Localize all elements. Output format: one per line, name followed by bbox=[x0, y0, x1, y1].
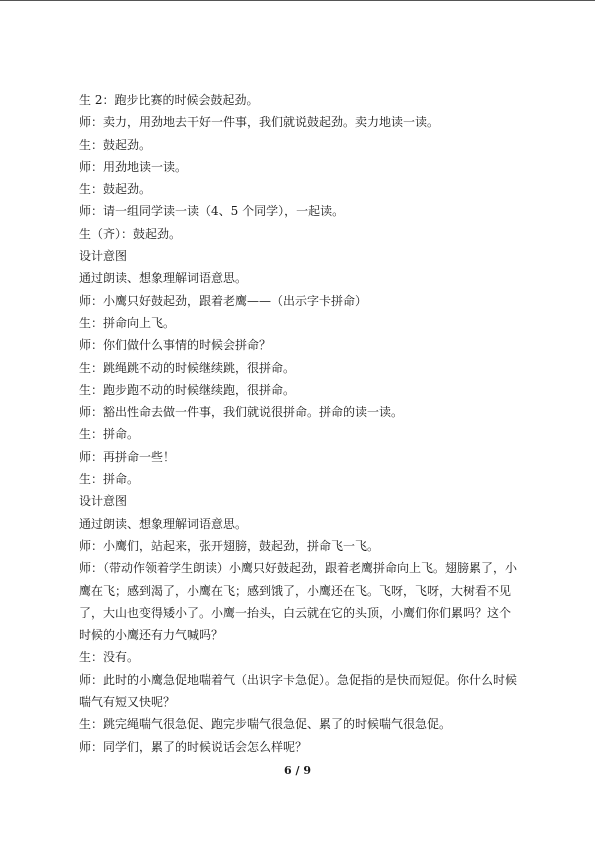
paragraph: 生（齐）：鼓起劲。 bbox=[79, 226, 182, 241]
paragraph: 师：小鹰们，站起来，张开翅膀，鼓起劲，拼命飞一飞。 bbox=[79, 538, 380, 553]
paragraph: 生：没有。 bbox=[79, 650, 140, 665]
paragraph: 师：你们做什么事情的时候会拼命？ bbox=[79, 338, 272, 353]
paragraph: 师：请一组同学读一读（4、5 个同学），一起读。 bbox=[79, 204, 345, 219]
paragraph: 师：豁出性命去做一件事，我们就说很拼命。拼命的读一读。 bbox=[79, 405, 404, 420]
paragraph: 通过朗读、想象理解词语意思。 bbox=[79, 516, 248, 531]
paragraph: 生：跑步跑不动的时候继续跑，很拼命。 bbox=[79, 382, 296, 397]
paragraph: 生：鼓起劲。 bbox=[79, 137, 152, 152]
paragraph: 师：卖力，用劲地去干好一件事，我们就说鼓起劲。卖力地读一读。 bbox=[79, 115, 440, 130]
paragraph: 师：同学们，累了的时候说话会怎么样呢？ bbox=[79, 739, 308, 754]
paragraph: 师：小鹰只好鼓起劲，跟着老鹰——（出示字卡拼命） bbox=[79, 293, 368, 308]
section-heading: 设计意图 bbox=[79, 249, 128, 264]
paragraph: 生：跳完绳喘气很急促、跑完步喘气很急促、累了的时候喘气很急促。 bbox=[79, 717, 452, 732]
paragraph: 生：拼命向上飞。 bbox=[79, 315, 176, 330]
paragraph: 师：（带动作领着学生朗读）小鹰只好鼓起劲，跟着老鹰拼命向上飞。翅膀累了，小鹰在飞；感到渴了，小鹰在飞；感到饿了，小鹰还在飞。飞呀，飞呀，大树看不见了，大山也变得矮小了。小鹰一抬头，白云就在它的头顶，小鹰们你们累吗？这个时候的小鹰还有力气喊吗？ bbox=[79, 561, 518, 643]
paragraph: 生：鼓起劲。 bbox=[79, 182, 152, 197]
paragraph: 师：用劲地读一读。 bbox=[79, 159, 188, 174]
page-number: 6 / 9 bbox=[284, 764, 311, 777]
paragraph: 通过朗读、想象理解词语意思。 bbox=[79, 271, 248, 286]
page-top-border bbox=[0, 0, 595, 1]
paragraph: 师：再拼命一些！ bbox=[79, 449, 176, 464]
paragraph: 师：此时的小鹰急促地喘着气（出识字卡急促）。急促指的是快而短促。你什么时候喘气有短又快呢？ bbox=[79, 672, 518, 710]
paragraph: 生 2：跑步比赛的时候会鼓起劲。 bbox=[79, 93, 259, 107]
document-body bbox=[79, 89, 519, 758]
section-heading: 设计意图 bbox=[79, 494, 128, 509]
paragraph: 生：拼命。 bbox=[79, 472, 140, 487]
paragraph: 生：拼命。 bbox=[79, 427, 140, 442]
paragraph: 生：跳绳跳不动的时候继续跳，很拼命。 bbox=[79, 360, 296, 375]
